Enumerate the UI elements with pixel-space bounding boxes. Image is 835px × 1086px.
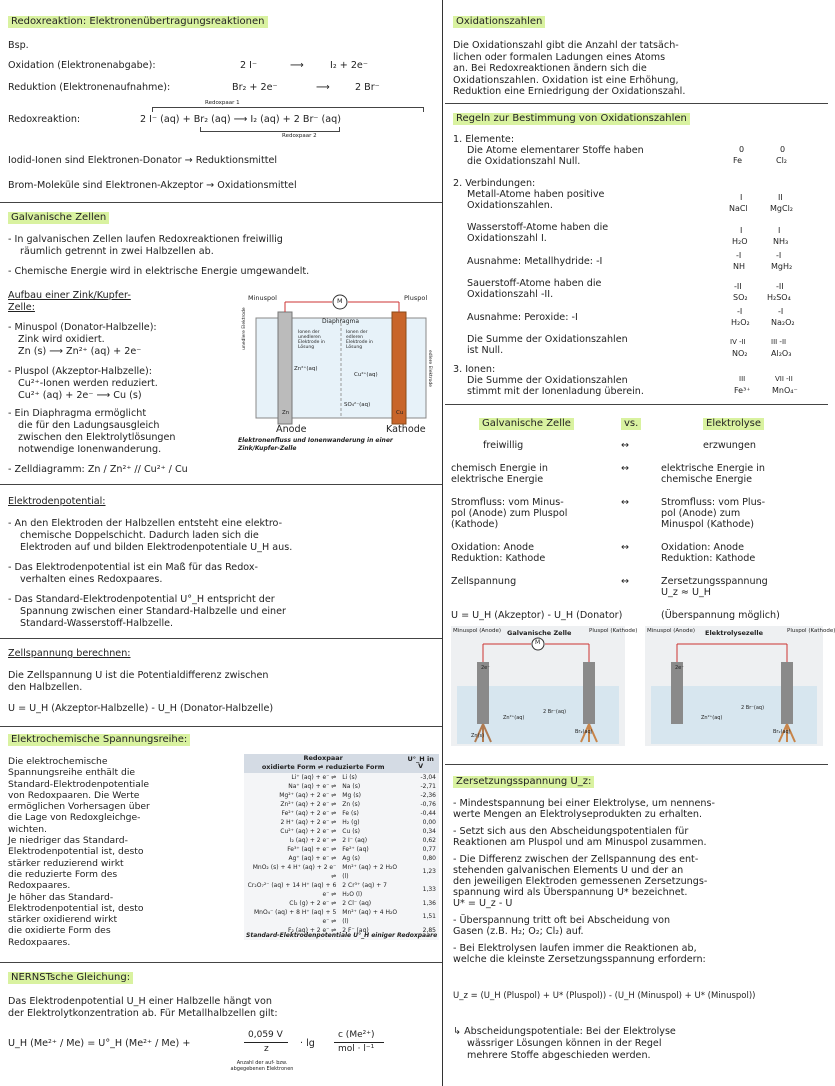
fig-edel: edlere Elektrode [427,350,432,387]
esr-line: die reduzierte Form des [8,868,118,880]
esr-title: Elektrochemische Spannungsreihe: [8,734,190,746]
oxz-line: lichen oder formalen Ladungen eines Atoms [453,51,666,63]
arrow-icon: ⟶ [290,60,304,71]
table-cell: 2,85 [422,926,436,934]
ex-value: I [740,193,743,202]
aufbau-2: Zelle: [8,302,35,313]
fig-pluspol: Pluspol [404,294,428,302]
table-cell: Fe³⁺ (aq) + e⁻ ⇌ [287,845,337,853]
dia-2: die für den Ladungsausgleich [18,420,160,431]
dia-4: notwendige Ionenwanderung. [18,444,162,455]
esr-line: wichten. [8,823,47,835]
ex-formula: MgH₂ [771,262,793,271]
vs-mid-head: vs. [621,418,641,430]
ex-value: II [778,193,783,202]
table-row [244,818,439,827]
table-cell: 0,62 [422,836,436,844]
zers-line: - Mindestspannung bei einer Elektrolyse, um nennens- [453,798,715,809]
abs-3: mehrere Stoffe abgeschieden werden. [467,1050,651,1061]
table-cell: 2 I⁻ (aq) [342,836,368,844]
table-cell: Ag⁺ (aq) + e⁻ ⇌ [288,854,337,862]
table-cell: Mg (s) [342,791,361,799]
right-column [445,0,835,1086]
table-cell: Fe²⁺ (aq) + 2 e⁻ ⇌ [281,809,337,817]
table-cell: 2 H⁺ (aq) + 2 e⁻ ⇌ [280,818,337,826]
table-row [244,800,439,809]
ex-value: VII -II [775,375,793,383]
nernst-lg: · lg [300,1038,315,1049]
ex-value: I [740,226,743,235]
zers-line: Gasen (z.B. H₂; O₂; Cl₂) auf. [453,926,584,937]
oxz-line: Reduktion eine Erniedrigung der Oxidationszahl. [453,86,686,97]
divider [445,103,828,104]
ex-value: IV -II [730,338,746,346]
ex-formula: MnO₄⁻ [772,386,798,395]
table-cell: -3,04 [420,773,436,781]
vs-left: Oxidation: Anode Reduktion: Kathode [451,542,546,565]
galv-b1b: räumlich getrennt in zwei Halbzellen ab. [20,246,214,257]
nernst-title: NERNSTsche Gleichung: [8,972,133,984]
galv-b2: - Chemische Energie wird in elektrische Energie umgewandelt. [8,266,310,277]
esr-line: ermöglichen Vorhersagen über [8,801,150,813]
table-row [244,881,439,899]
table-cell: F₂ (aq) + 2 e⁻ ⇌ [288,926,337,934]
fig2-e: 2e⁻ [481,665,490,671]
esr-line: Je höher das Standard- [8,891,114,903]
oxz-text [453,40,685,98]
zinc-copper-figure [236,290,438,462]
table-cell: Li (s) [342,773,358,781]
table-cell: 0,00 [422,818,436,826]
esr-line: stärker reduzierend wirkt [8,857,124,869]
table-cell: MnO₂ (s) + 4 H⁺ (aq) + 2 e⁻ ⇌ [252,863,337,880]
zers-line: - Die Differenz zwischen der Zellspannung des ent- [453,854,699,865]
oxz-line: an. Bei Redoxreaktionen ändern sich die [453,63,647,74]
dia-3: zwischen den Elektrolytlösungen [18,432,176,443]
redoxpaar-2-label: Redoxpaar 2 [282,133,317,139]
dia-1: - Ein Diaphragma ermöglicht [8,408,147,419]
vs-left: U = U_H (Akzeptor) - U_H (Donator) [451,610,623,621]
elpot-l8: Standard-Wasserstoff-Halbzelle. [20,618,174,629]
fig-minuspol: Minuspol [248,294,277,302]
ex-value: -I [736,251,742,260]
elpot-l1: - An den Elektroden der Halbzellen entsteht eine elektro- [8,518,283,529]
red-right: 2 Br⁻ [355,82,380,93]
vs-right: Zersetzungsspannung U_z ≈ U_H [661,576,768,599]
table-cell: Zn²⁺ (aq) + 2 e⁻ ⇌ [280,800,337,808]
pair-bracket-bottom [200,127,340,132]
zers-title: Zersetzungsspannung U_z: [453,776,594,788]
oxz-line: Die Oxidationszahl gibt die Anzahl der tatsäch- [453,40,679,51]
ex-formula: Al₂O₃ [771,349,792,358]
table-cell: Cr₂O₇²⁻ (aq) + 14 H⁺ (aq) + 6 e⁻ ⇌ [247,881,337,898]
esr-line: Standard-Elektrodenpotentiale [8,778,150,790]
arrow-icon: ⟶ [316,82,330,93]
aufbau-1: Aufbau einer Zink/Kupfer- [8,290,131,301]
nernst-note: Anzahl der auf- bzw. abgegebenen Elektronen [230,1060,294,1072]
table-row [244,863,439,881]
vs-right: Stromfluss: vom Plus- pol (Anode) zum Minuspol (Kathode) [661,497,766,531]
minus-2: Zink wird oxidiert. [18,334,105,345]
table-row [244,899,439,908]
esr-line: Spannungsreihe enthält die [8,767,136,779]
nernst-frac-num: 0,059 V [248,1030,283,1040]
vs-left-head: Galvanische Zelle [479,418,574,430]
double-arrow-icon: ↔ [621,542,630,553]
fig2-br: 2 Br⁻(aq) [543,709,567,715]
redoxpaar-1-label: Redoxpaar 1 [205,100,240,106]
table-caption: Standard-Elektrodenpotentiale U°_H einiger Redoxpaare [246,932,438,940]
rule-1: 1. Elemente: [453,134,515,145]
fig-zn: Zn [282,410,290,416]
galv-title: Galvanische Zellen [8,212,109,224]
ox-left: 2 I⁻ [240,60,258,71]
rule-2b: Oxidationszahlen. [467,200,553,211]
fig2-title-right: Elektrolysezelle [705,629,763,637]
table-cell: Zn (s) [342,800,360,808]
table-row [244,854,439,863]
vs-left: chemisch Energie in elektrische Energie [451,463,548,486]
divider [0,484,442,485]
ex-formula: H₂SO₄ [767,293,791,302]
fig-so4: SO₄²⁻(aq) [344,402,371,408]
table-row [244,791,439,800]
table-cell: 2 F⁻ (aq) [342,926,369,934]
oxz-line: Oxidationszahlen. Oxidation ist eine Erhöhung, [453,74,679,86]
esr-line: Elektrodenpotential ist, desto [8,902,144,914]
table-head-3: U°_H in V [402,754,439,773]
table-cell: 1,51 [422,913,436,921]
abs-2: wässriger Lösungen können in der Regel [467,1038,662,1049]
fig-kathode: Kathode [386,424,426,435]
zsp-l2: den Halbzellen. [8,682,83,693]
elpot-l3: Elektroden auf und bilden Elektrodenpotentiale U_H aus. [20,542,293,553]
fig2-motor: M [535,639,541,646]
rule-2e: Ausnahme: Metallhydride: -I [467,256,603,267]
esr-line: stärker oxidierend wirkt [8,914,118,926]
rule-3a: Die Summe der Oxidationszahlen [467,375,628,386]
redox-title: Redoxreaktion: Elektronenübertragungsreaktionen [8,16,268,28]
table-cell: Mn²⁺ (aq) + 2 H₂O (l) [342,863,398,880]
elpot-l6: - Das Standard-Elektrodenpotential U°_H entspricht der [8,594,275,605]
fig2-br2: Br₂(aq) [773,729,791,735]
ex-formula: Na₂O₂ [771,318,795,327]
table-cell: Mn²⁺ (aq) + 4 H₂O (l) [342,908,398,925]
nernst-formula-left: U_H (Me²⁺ / Me) = U°_H (Me²⁺ / Me) + [8,1038,191,1049]
rule-2c: Wasserstoff-Atome haben die [467,222,609,233]
table-cell: -2,71 [420,782,436,790]
zers-line: den jeweiligen Elektroden gemessenen Zersetzungs- [453,876,708,887]
esr-line: von Redoxpaaren. Die Werte [8,789,140,801]
divider [0,962,442,963]
table-cell: 1,23 [422,868,436,876]
fig-diaphragma: Diaphragma [322,318,360,325]
plus-2: Cu²⁺-Ionen werden reduziert. [18,378,158,389]
rule-3: 3. Ionen: [453,364,496,375]
rule-1b: die Oxidationszahl Null. [467,156,581,167]
fig-motor: M [337,297,343,305]
ex-value: I [778,226,781,235]
vs-right: Oxidation: Anode Reduktion: Kathode [661,542,756,565]
acceptor-text: Brom-Moleküle sind Elektronen-Akzeptor → Oxidationsmittel [8,180,297,191]
table-row [244,827,439,836]
ex-formula: Fe³⁺ [734,386,751,395]
zelldiagramm: - Zelldiagramm: Zn / Zn²⁺ // Cu²⁺ / Cu [8,464,188,475]
zers-line: U* = U_z - U [453,898,513,909]
esr-line: Redoxpaares. [8,880,71,892]
fig-anode: Anode [276,424,307,435]
zsp-l1: Die Zellspannung U ist die Potentialdifferenz zwischen [8,670,269,681]
nernst-frac-den: z [264,1044,269,1054]
rule-1a: Die Atome elementarer Stoffe haben [467,145,644,156]
fig-zn-ion: Zn²⁺(aq) [294,366,318,372]
fig2-pluspol: Pluspol (Kathode) [787,628,835,634]
ex-formula: NO₂ [732,349,748,358]
donor-text: Iodid-Ionen sind Elektronen-Donator → Reduktionsmittel [8,155,278,166]
zers-line: spannung wird als Überspannung U* bezeichnet. [453,887,688,898]
divider [0,726,442,727]
zers-line: stehenden galvanischen Elements U und der an [453,865,684,876]
divider [0,202,442,203]
zers-line: welche die kleinste Zersetzungsspannung erfordern: [453,954,706,965]
zers-line: - Bei Elektrolysen laufen immer die Reaktionen ab, [453,943,697,954]
ex-formula: Cl₂ [776,156,788,165]
elpot-l5: verhalten eines Redoxpaares. [20,574,163,585]
fig-left-note: Ionen der unedleren Elektrode in Lösung [298,330,325,350]
double-arrow-icon: ↔ [621,440,630,451]
pair-bracket-top [152,107,424,112]
table-cell: 0,77 [422,845,436,853]
table-cell: Ag (s) [342,854,360,862]
rule-2i: Die Summe der Oxidationszahlen [467,334,628,345]
minus-3: Zn (s) ⟶ Zn²⁺ (aq) + 2e⁻ [18,346,142,357]
regeln-title: Regeln zur Bestimmung von Oxidationszahlen [453,113,690,125]
table-cell: Cu²⁺ (aq) + 2 e⁻ ⇌ [280,827,337,835]
esr-line: die oxidierte Form des [8,925,111,937]
table-cell: Fe (s) [342,809,359,817]
rule-2g: Oxidationszahl -II. [467,289,554,300]
ex-value: -II [734,282,742,291]
frac-line [244,1042,288,1043]
electrolysis-cell-figure [645,626,835,746]
esr-text [8,756,238,948]
ex-value: -II [776,282,784,291]
table-head-1: Redoxpaar [244,754,402,763]
ex-value: -I [778,307,784,316]
ex-formula: NH₃ [773,237,789,246]
nernst-l2: der Elektrolytkonzentration ab. Für Metallhalbzellen gilt: [8,1008,278,1019]
table-cell: -2,36 [420,791,436,799]
double-arrow-icon: ↔ [621,463,630,474]
frac-line [334,1042,384,1043]
fig2-zn: Zn(s) [471,733,485,739]
table-cell: Fe²⁺ (aq) [342,845,369,853]
double-arrow-icon: ↔ [621,576,630,587]
table-cell: Cl₂ (g) + 2 e⁻ ⇌ [289,899,337,907]
plus-1: - Pluspol (Akzeptor-Halbzelle): [8,366,153,377]
fig2-title-left: Galvanische Zelle [507,629,572,637]
ex-value: -I [776,251,782,260]
ex-formula: H₂O₂ [731,318,750,327]
abs-1: ↳ Abscheidungspotentiale: Bei der Elektrolyse [453,1026,676,1037]
rule-2f: Sauerstoff-Atome haben die [467,278,602,289]
ex-value: 0 [780,145,786,154]
galv-b1: - In galvanischen Zellen laufen Redoxreaktionen freiwillig [8,234,283,245]
ex-formula: MgCl₂ [770,204,793,213]
divider [445,404,828,405]
zers-text [453,798,715,965]
potential-table [244,754,439,935]
divider [445,764,828,765]
zers-line: - Überspannung tritt oft bei Abscheidung von [453,915,671,926]
table-row [244,836,439,845]
ex-value: III -II [771,338,787,346]
table-head-2: oxidierte Form ⇌ reduzierte Form [244,763,402,772]
table-cell: 2 Cl⁻ (aq) [342,899,372,907]
rule-3b: stimmt mit der Ionenladung überein. [467,386,644,397]
ex-formula: NaCl [729,204,748,213]
fig2-zn2: Zn²⁺(aq) [503,715,525,721]
table-cell: Na (s) [342,782,361,790]
ex-value: III [739,375,746,383]
table-row [244,908,439,926]
galvanic-cell-figure [451,626,638,746]
fig2-minuspol: Minuspol (Anode) [647,628,696,634]
fig2-br: 2 Br⁻(aq) [741,705,765,711]
nernst-conc-num: c (Me²⁺) [338,1030,375,1040]
table-cell: 2 Cr³⁺ (aq) + 7 H₂O (l) [342,881,387,898]
esr-line: Redoxpaares. [8,936,71,948]
divider [0,638,442,639]
fig-cu: Cu [396,410,404,416]
oxz-title: Oxidationszahlen [453,16,545,28]
ex-formula: Fe [733,156,743,165]
vs-right-head: Elektrolyse [703,418,764,430]
plus-3: Cu²⁺ (aq) + 2e⁻ ⟶ Cu (s) [18,390,142,401]
reduction-label: Reduktion (Elektronenaufnahme): [8,82,171,93]
table-cell: 0,80 [422,854,436,862]
esr-line: Elektrodenpotential ist, desto [8,846,144,858]
table-cell: -0,44 [420,809,436,817]
fig-cu-ion: Cu²⁺(aq) [354,372,378,378]
table-row [244,773,439,782]
vs-right: erzwungen [703,440,756,451]
elpot-title: Elektrodenpotential: [8,496,106,507]
ex-value: 0 [739,145,745,154]
zers-formula: U_z = (U_H (Pluspol) + U* (Pluspol)) - (U_H (Minuspol) + U* (Minuspol)) [453,991,756,1001]
table-cell: Li⁺ (aq) + e⁻ ⇌ [291,773,337,781]
fig2-minuspol: Minuspol (Anode) [453,628,502,634]
elpot-l2: chemische Doppelschicht. Dadurch laden sich die [20,530,259,541]
esr-line: Je niedriger das Standard- [8,835,128,847]
table-cell: 1,36 [422,899,436,907]
vs-left: Zellspannung [451,576,517,587]
ex-formula: H₂O [732,237,748,246]
potential-table-box [244,754,439,940]
fig-unedel: unedlere Elektrode [242,307,247,350]
fig2-br2: Br₂(aq) [575,729,593,735]
double-arrow-icon: ↔ [621,497,630,508]
minus-1: - Minuspol (Donator-Halbzelle): [8,322,157,333]
red-left: Br₂ + 2e⁻ [232,82,278,93]
rule-2h: Ausnahme: Peroxide: -I [467,312,578,323]
fig-caption: Elektronenfluss und Ionenwanderung in einer Zink/Kupfer-Zelle [238,437,393,452]
vs-left: freiwillig [483,440,524,451]
elpot-l4: - Das Elektrodenpotential ist ein Maß für das Redox- [8,562,259,573]
zers-line: werte Mengen an Elektrolyseprodukten zu erhalten. [453,809,703,820]
zsp-title: Zellspannung berechnen: [8,648,131,659]
nernst-l1: Das Elektrodenpotential U_H einer Halbzelle hängt von [8,996,272,1007]
table-cell: H₂ (g) [342,818,360,826]
table-cell: -0,76 [420,800,436,808]
zers-line: Reaktionen am Pluspol und am Minuspol zusammen. [453,837,707,848]
esr-line: die Lage von Redoxgleichge- [8,812,141,824]
rule-2: 2. Verbindungen: [453,178,536,189]
rule-2d: Oxidationszahl I. [467,233,547,244]
zsp-formula: U = U_H (Akzeptor-Halbzelle) - U_H (Donator-Halbzelle) [8,703,274,714]
ex-value: -I [737,307,743,316]
table-row [244,782,439,791]
table-cell: MnO₄⁻ (aq) + 8 H⁺ (aq) + 5 e⁻ ⇌ [253,908,337,925]
fig2-pluspol: Pluspol (Kathode) [589,628,638,634]
table-cell: Cu (s) [342,827,361,835]
vs-right: elektrische Energie in chemische Energie [661,463,765,486]
ox-right: I₂ + 2e⁻ [330,60,368,71]
fig2-e: 2e⁻ [675,665,684,671]
elpot-l7: Spannung zwischen einer Standard-Halbzelle und einer [20,606,286,617]
table-cell: Mg²⁺ (aq) + 2 e⁻ ⇌ [279,791,337,799]
fig2-zn2: Zn²⁺(aq) [701,715,723,721]
table-cell: 0,34 [422,827,436,835]
redoxreaktion-label: Redoxreaktion: [8,114,81,125]
esr-line: Die elektrochemische [8,756,108,767]
oxidation-label: Oxidation (Elektronenabgabe): [8,60,156,71]
ex-formula: NH [733,262,745,271]
vs-right: (Überspannung möglich) [661,610,780,621]
table-cell: 1,33 [422,886,436,894]
redox-equation: 2 I⁻ (aq) + Br₂ (aq) ⟶ I₂ (aq) + 2 Br⁻ (aq) [140,114,341,125]
table-row [244,809,439,818]
zers-line: - Setzt sich aus den Abscheidungspotentialen für [453,826,689,837]
table-cell: Na⁺ (aq) + e⁻ ⇌ [288,782,337,790]
ex-formula: SO₂ [733,293,748,302]
table-row [244,845,439,854]
vs-left: Stromfluss: vom Minus- pol (Anode) zum Pluspol (Kathode) [451,497,568,531]
bsp-label: Bsp. [8,40,29,51]
rule-2a: Metall-Atome haben positive [467,189,605,200]
rule-2j: ist Null. [467,345,504,356]
fig-right-note: Ionen der edleren Elektrode in Lösung [346,330,373,350]
table-cell: I₂ (aq) + 2 e⁻ ⇌ [289,836,337,844]
electrolysis-svg [645,626,823,746]
nernst-conc-den: mol · l⁻¹ [338,1044,375,1054]
